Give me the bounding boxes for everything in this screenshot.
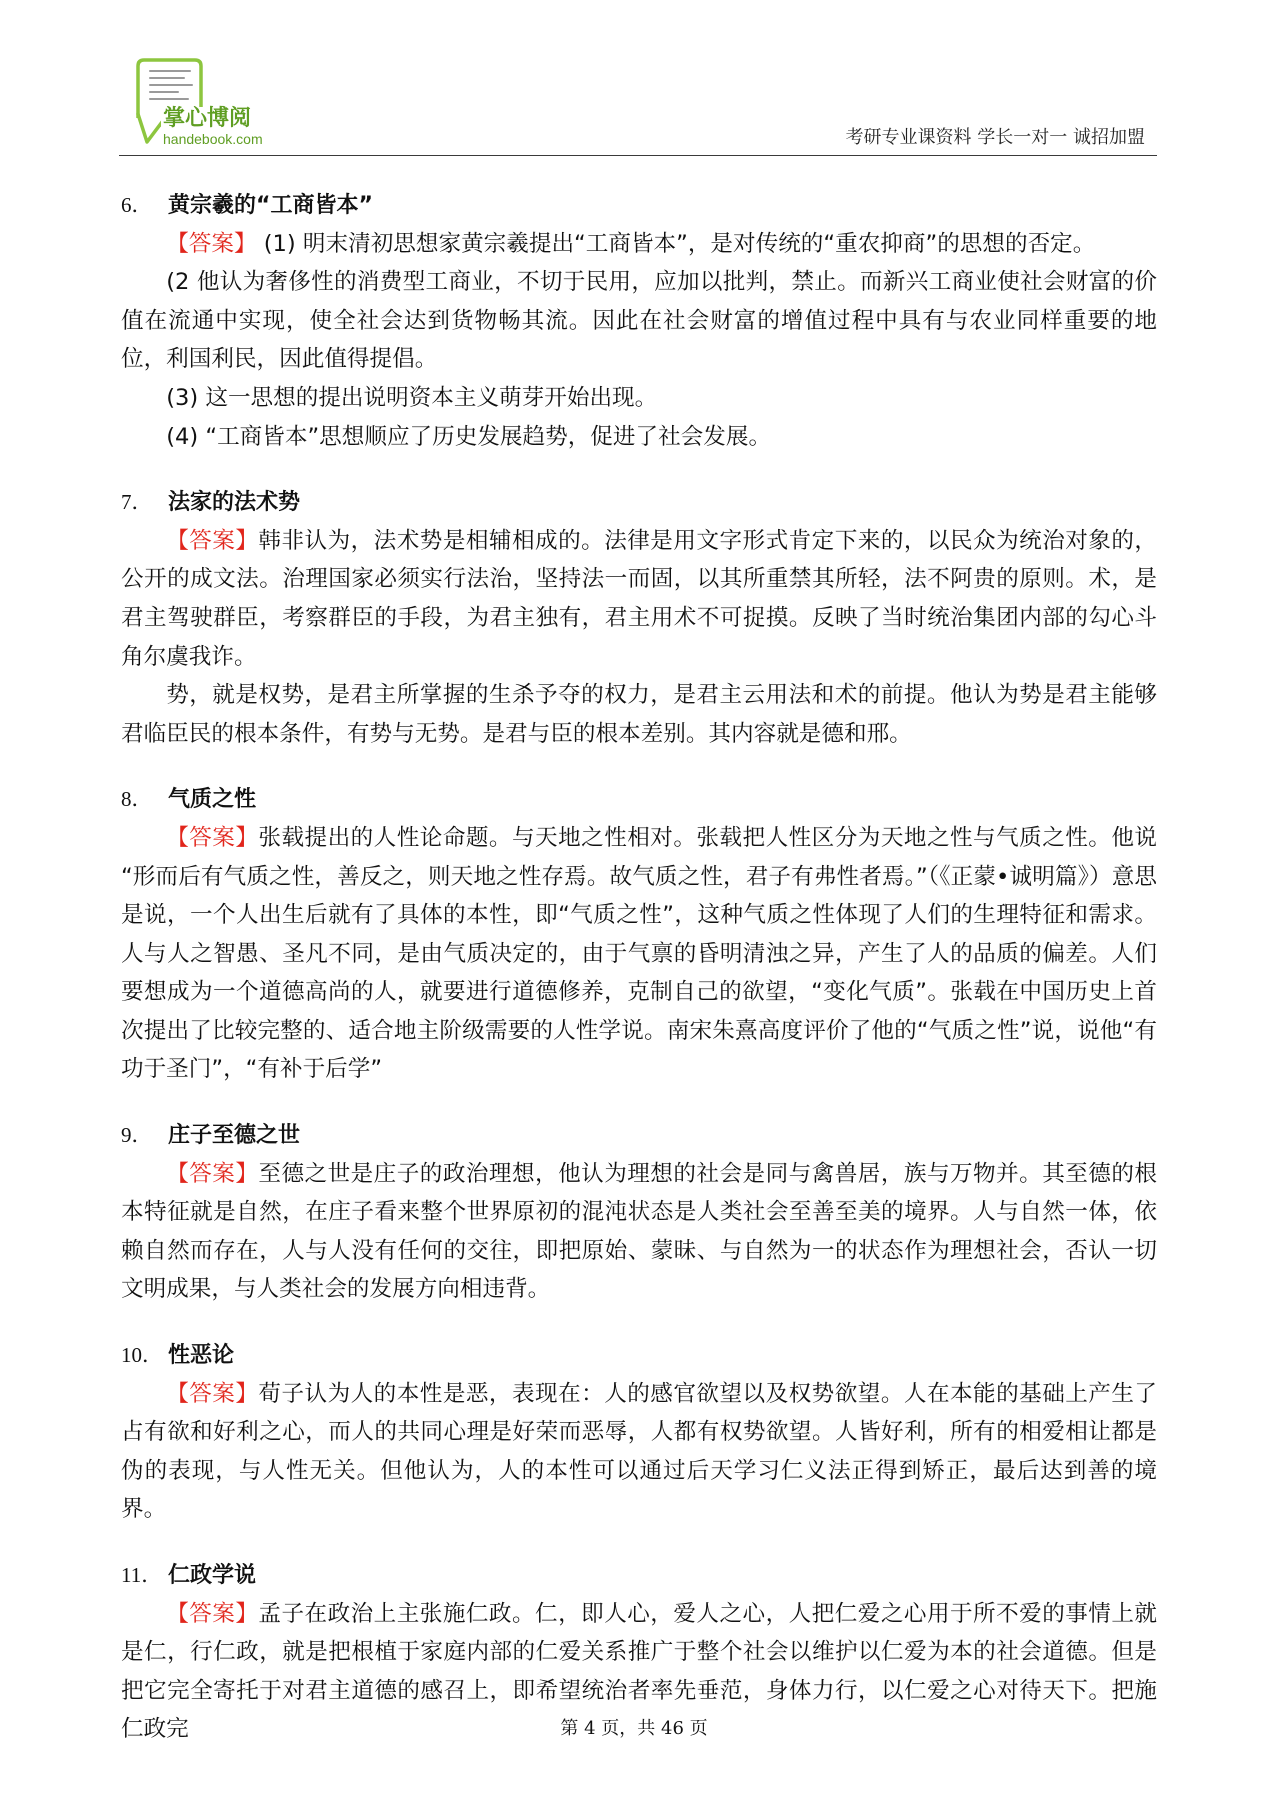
question-title: 仁政学说	[168, 1563, 257, 1588]
question-number: 10．	[121, 1343, 163, 1368]
answer-paragraph	[121, 676, 1157, 753]
question-number: 8．	[121, 787, 153, 812]
question-number: 7．	[121, 490, 153, 515]
answer-text: (1) 明末清初思想家黄宗羲提出“工商皆本”，是对传统的“重农抑商”的思想的否定。	[256, 230, 1096, 257]
answer-text: (2 他认为奢侈性的消费型工商业，不切于民用，应加以批判，禁止。而新兴工商业使社会财富的价值在流通中实现，使全社会达到货物畅其流。因此在社会财富的增值过程中具有与农业同样重要的地位，利国利民，因此值得提倡。	[121, 269, 1157, 373]
question-heading	[121, 186, 1157, 225]
question-section	[121, 1116, 1157, 1309]
answer-paragraph	[121, 1155, 1157, 1309]
page-number: 第 4 页，共 46 页	[560, 1718, 708, 1739]
answer-paragraph	[121, 418, 1157, 457]
brand-domain: handebook.com	[163, 131, 263, 147]
brand-logo	[130, 52, 280, 147]
answer-paragraph	[121, 522, 1157, 676]
answer-paragraph	[121, 819, 1157, 1089]
answer-text: (4) “工商皆本”思想顺应了历史发展趋势，促进了社会发展。	[166, 423, 772, 450]
answer-paragraph	[121, 263, 1157, 379]
question-section	[121, 780, 1157, 1089]
brand-name: 掌心博阅	[163, 106, 252, 131]
question-title: 黄宗羲的“工商皆本”	[168, 193, 373, 218]
answer-text: (3) 这一思想的提出说明资本主义萌芽开始出现。	[166, 384, 658, 411]
answer-label: 【答案】	[166, 230, 257, 257]
question-heading	[121, 483, 1157, 522]
answer-label: 【答案】	[166, 1380, 259, 1407]
question-section	[121, 1336, 1157, 1529]
question-section	[121, 186, 1157, 456]
question-heading	[121, 780, 1157, 819]
answer-label: 【答案】	[166, 1600, 259, 1627]
question-title: 性恶论	[168, 1343, 235, 1369]
question-heading	[121, 1556, 1157, 1595]
question-number: 9．	[121, 1123, 153, 1148]
question-section	[121, 483, 1157, 753]
header-tagline: 考研专业课资料 学长一对一 诚招加盟	[845, 127, 1145, 148]
question-number: 11．	[121, 1563, 163, 1587]
answer-text: 张载提出的人性论命题。与天地之性相对。张载把人性区分为天地之性与气质之性。他说 “形而后有气质之性，善反之，则天地之性存焉。故气质之性，君子有弗性者焉。”（《正蒙•诚明篇》）意思是说，一个人出生后就有了具体的本性，即“气质之性”，这种气质之性体现了人们的生理特征和需求。人与人之智愚、圣凡不同，是由气质决定的，由于气禀的昏明清浊之异，产生了人的品质的偏差。人们要想成为一个道德高尚的人，就要进行道德修养，克制自己的欲望，“变化气质”。张载在中国历史上首次提出了比较完整的、适合地主阶级需要的人性学说。南宋朱熹高度评价了他的“气质之性”说，说他“有功于圣门”，“有补于后学”	[121, 824, 1158, 1083]
answer-label: 【答案】	[166, 1160, 259, 1187]
answer-paragraph	[121, 225, 1157, 264]
answer-text: 至德之世是庄子的政治理想，他认为理想的社会是同与禽兽居，族与万物并。其至德的根本特征就是自然，在庄子看来整个世界原初的混沌状态是人类社会至善至美的境界。人与自然一体，依赖自然而存在，人与人没有任何的交往，即把原始、蒙昧、与自然为一的状态作为理想社会，否认一切文明成果，与人类社会的发展方向相违背。	[121, 1160, 1158, 1303]
answer-text: 韩非认为，法术势是相辅相成的。法律是用文字形式肯定下来的，以民众为统治对象的，公开的成文法。治理国家必须实行法治，坚持法一而固，以其所重禁其所轻，法不阿贵的原则。术，是君主驾驶群臣，考察群臣的手段，为君主独有，君主用术不可捉摸。反映了当时统治集团内部的勾心斗角尔虞我诈。	[121, 527, 1158, 670]
question-number: 6．	[121, 193, 153, 217]
question-heading	[121, 1336, 1157, 1375]
answer-paragraph	[121, 1375, 1157, 1529]
question-title: 气质之性	[168, 787, 257, 813]
answer-text: 势，就是权势，是君主所掌握的生杀予夺的权力，是君主云用法和术的前提。他认为势是君主能够君临臣民的根本条件，有势与无势。是君与臣的根本差别。其内容就是德和邢。	[121, 682, 1157, 747]
question-title: 法家的法术势	[168, 490, 301, 516]
answer-text: 孟子在政治上主张施仁政。仁，即人心，爱人之心，人把仁爱之心用于所不爱的事情上就是仁，行仁政，就是把根植于家庭内部的仁爱关系推广于整个社会以维护以仁爱为本的社会道德。但是把它完全寄托于对君主道德的感召上，即希望统治者率先垂范，身体力行，以仁爱之心对待天下。把施仁政完	[121, 1600, 1158, 1743]
header-divider	[119, 155, 1157, 156]
question-title: 庄子至德之世	[168, 1123, 301, 1149]
question-heading	[121, 1116, 1157, 1155]
document-body	[121, 186, 1157, 1749]
answer-paragraph	[121, 379, 1157, 418]
answer-text: 荀子认为人的本性是恶，表现在：人的感官欲望以及权势欲望。人在本能的基础上产生了占有欲和好利之心，而人的共同心理是好荣而恶辱，人都有权势欲望。人皆好利，所有的相爱相让都是伪的表现，与人性无关。但他认为，人的本性可以通过后天学习仁义法正得到矫正，最后达到善的境界。	[121, 1380, 1158, 1523]
answer-label: 【答案】	[166, 824, 259, 851]
answer-label: 【答案】	[166, 527, 259, 554]
